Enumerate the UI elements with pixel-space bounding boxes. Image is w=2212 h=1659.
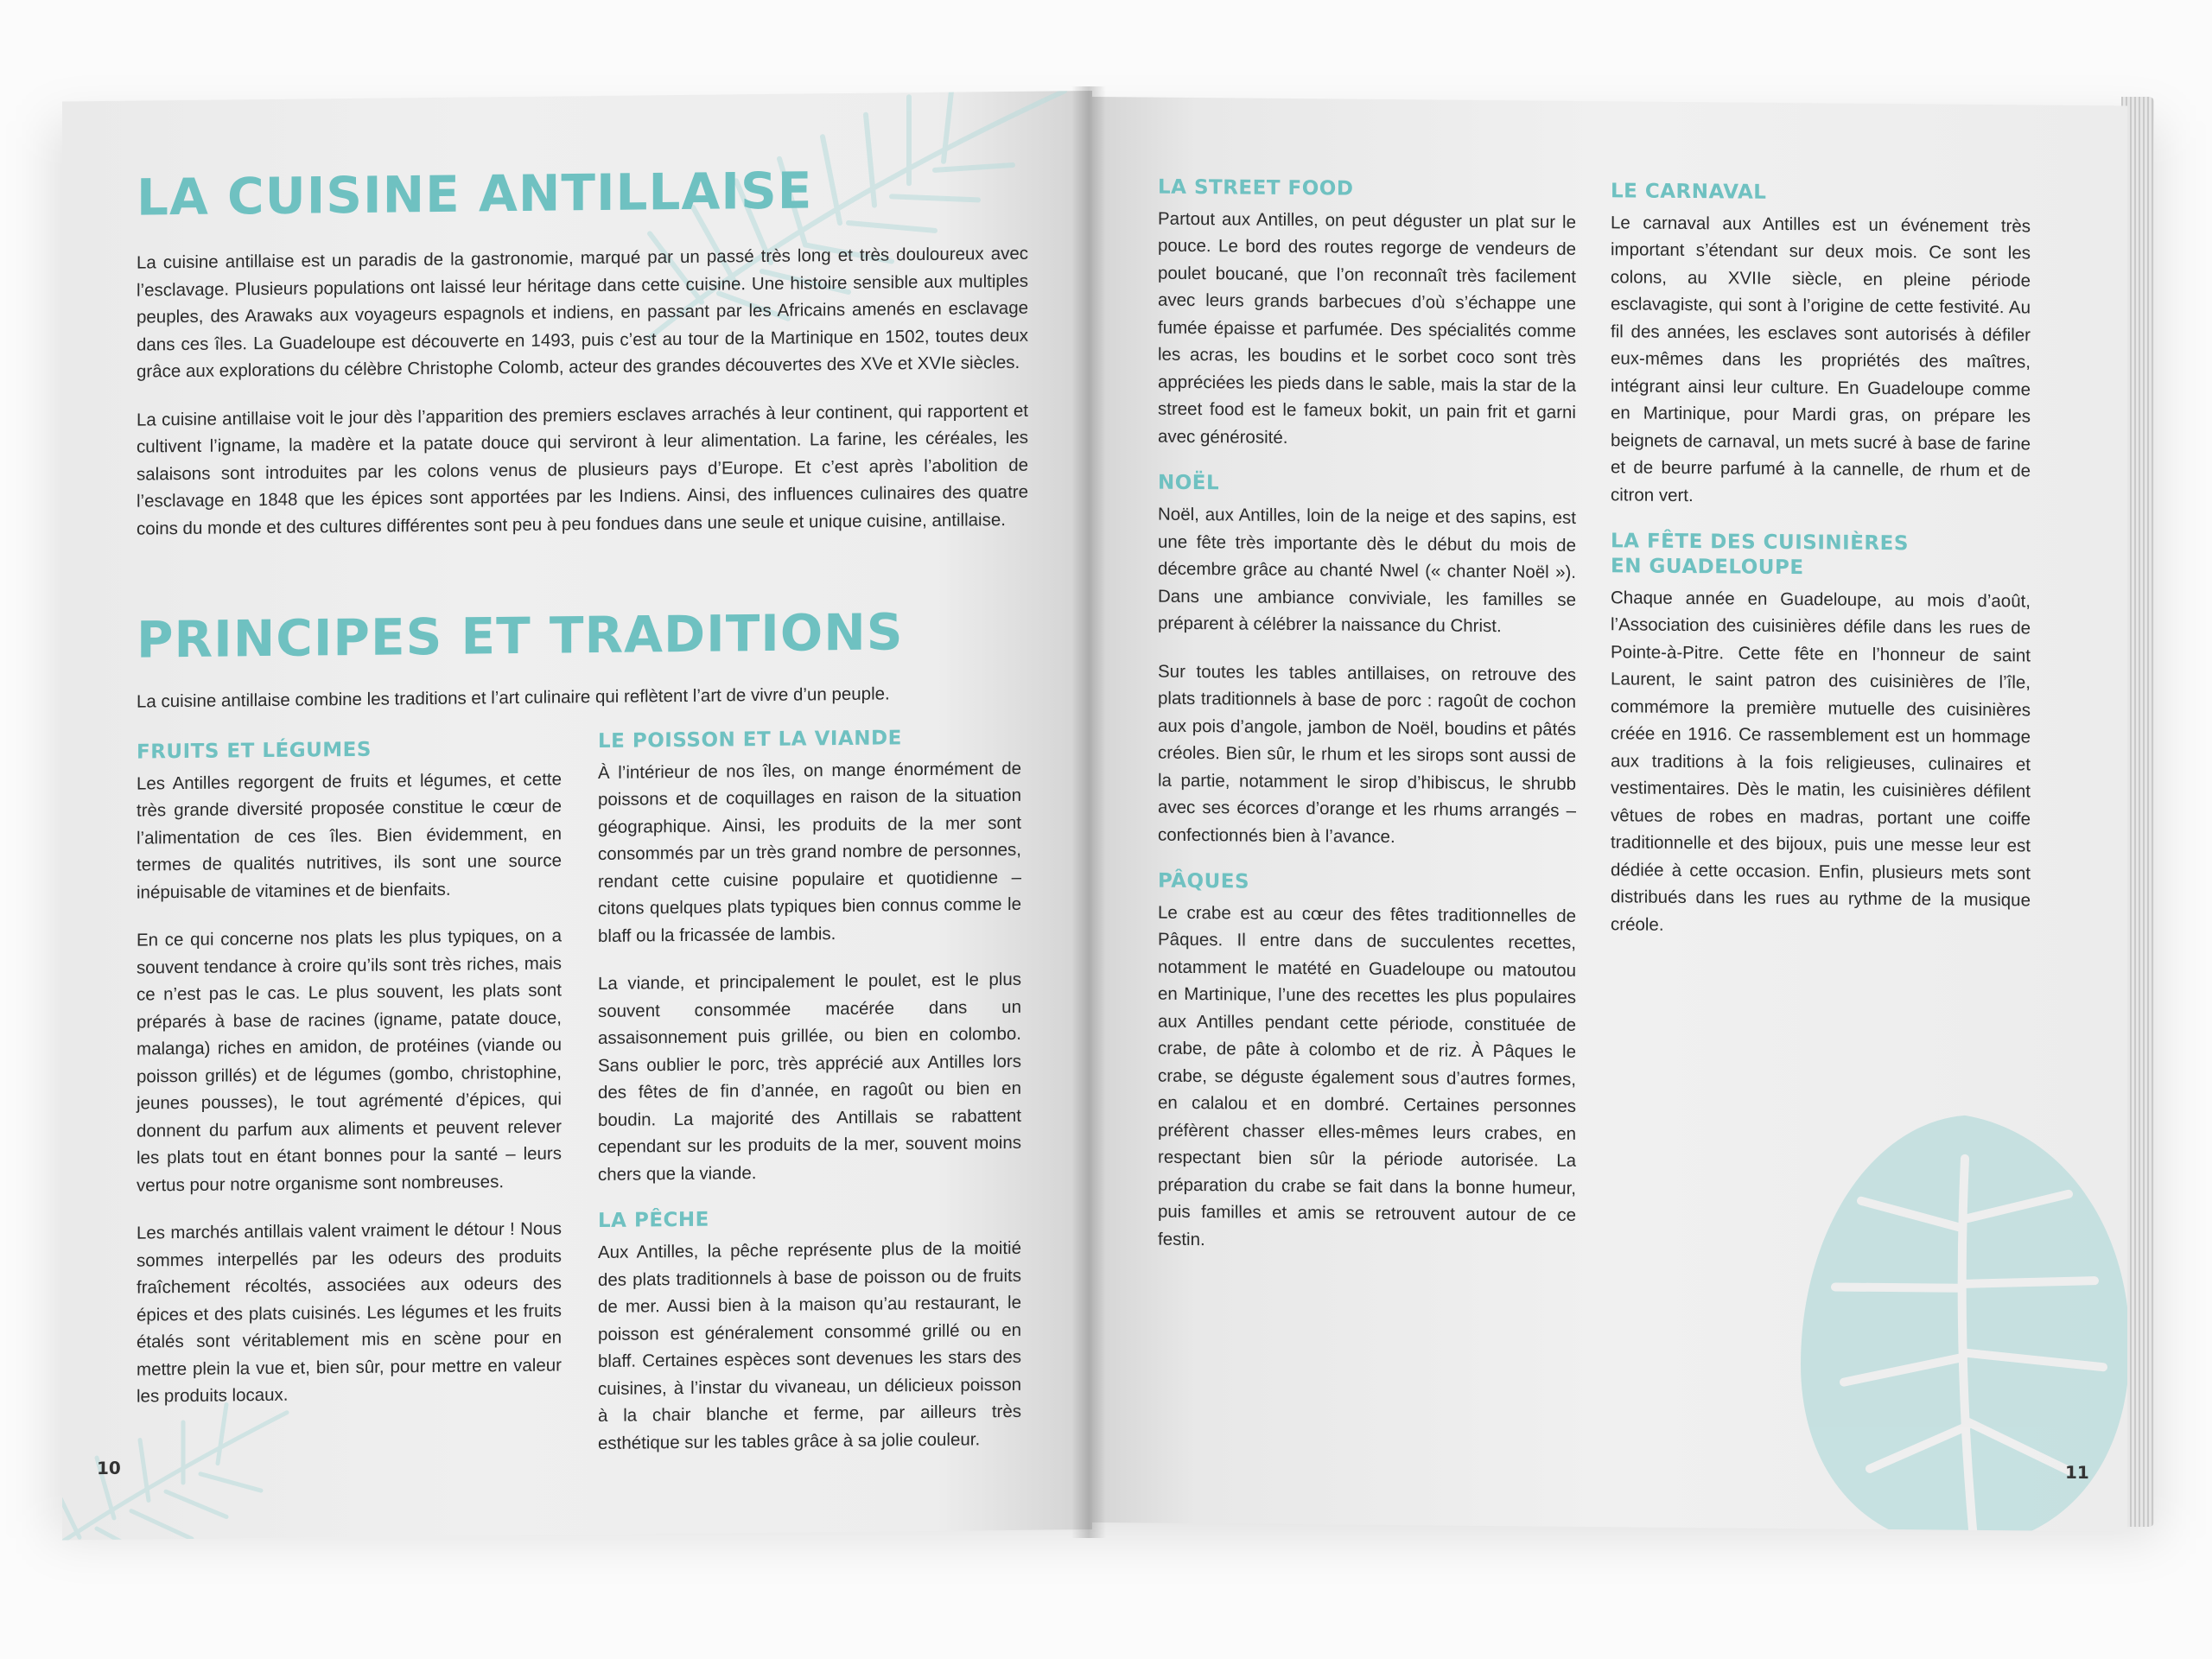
fruits-paragraph: En ce qui concerne nos plats les plus typiques, on a souvent tendance à croire qu’ils sont très riches, mais ce n’est pas le cas. Le plus souvent, les plats sont préparés à base de racines (igname, patate douce, malanga) riches en amidon, de protéines (viande ou poisson grillés) et de légumes (gombo, christophine, jeunes pousses), le tout agrémenté d’épices, qui donnent du parfum aux aliments et peuvent relever les plats tout en étant bonnes pour la santé – leurs vertus pour notre organisme sont nombreuses.	[137, 925, 562, 1196]
heading-line: EN GUADELOUPE	[1611, 555, 1804, 580]
right-page	[1092, 97, 2127, 1531]
peche-paragraph: Aux Antilles, la pêche représente plus de la moitié des plats traditionnels à base de poisson ou de fruits de mer. Aussi bien à la maison qu’au restaurant, le poisson est généralement consommé grillé ou en blaff. Certaines espèces sont devenues les stars des cuisines, à l’instar du vivaneau, un délicieux poisson à la chair blanche et ferme, par ailleurs très esthétique sur les tables grâce à sa jolie couleur.	[598, 1237, 1021, 1453]
page-title: LA CUISINE ANTILLAISE	[137, 161, 813, 227]
heading-line: LA FÊTE DES CUISINIÈRES	[1611, 530, 1909, 556]
heading-street-food: LA STREET FOOD	[1158, 175, 1354, 200]
intro-paragraph: La cuisine antillaise est un paradis de la gastronomie, marqué par un passé très long et très douloureux avec l’esclavage. Plusieurs populations ont laissé leur héritage dans cette cuisine. Une histoire sensible aux multiples peuples, des Arawaks aux voyageurs espagnols et indiens, en passant par les Africains amenés en esclavage dans ces îles. La Guadeloupe est découverte en 1493, puis c’est au tour de la Martinique en 1502, toutes deux grâce aux explorations du célèbre Christophe Colomb, acteur des grandes découvertes des XVe et XVIe siècles.	[137, 243, 1028, 382]
column-street-food	[1158, 175, 1576, 1256]
noel-paragraph: Noël, aux Antilles, loin de la neige et des sapins, est une fête très importante dès le début du mois de décembre grâce au chanté Nwel (« chanter Noël »). Dans une ambiance conviviale, les familles se préparent à célébrer la naissance du Christ.	[1158, 504, 1576, 637]
heading-carnaval: LE CARNAVAL	[1611, 180, 1767, 204]
principes-intro: La cuisine antillaise combine les traditions et l’art culinaire qui reflètent l’art de vivre d’un peuple.	[137, 683, 890, 712]
heading-peche: LA PÊCHE	[598, 1208, 709, 1233]
heading-poisson: LE POISSON ET LA VIANDE	[598, 727, 902, 753]
heading-fete-cuisinieres	[1611, 529, 2031, 582]
column-poisson	[598, 725, 1021, 1457]
fruits-paragraph: Les marchés antillais valent vraiment le détour ! Nous sommes interpellés par les odeurs des produits fraîchement récoltés, associées aux odeurs des épices et des plats cuisinés. Les légumes et les fruits étalés sont véritablement mis en scène pour en mettre plein la vue et, bien sûr, pour mettre en valeur les produits locaux.	[137, 1218, 562, 1407]
heading-fruits: FRUITS ET LÉGUMES	[137, 738, 372, 764]
book-spine	[1071, 86, 1106, 1538]
noel-paragraph: Sur toutes les tables antillaises, on retrouve des plats traditionnels à base de porc : ragoût de cochon aux pois d’angole, jambon de Noël, boudins et pâtés créoles. Bien sûr, le rhum et les sirops sont aussi de la partie, notamment le sirop d’hibiscus, le shrubb avec ses écorces d’orange et les rhums arrangés – confectionnés bien à l’avance.	[1158, 661, 1576, 847]
paques-paragraph: Le crabe est au cœur des fêtes traditionnelles de Pâques. Il entre dans de succulentes recettes, notamment le matété en Guadeloupe ou matoutou en Martinique, l’une des recettes les plus populaires aux Antilles pendant cette période, constituée de crabe, de pâte à colombo et de riz. À Pâques le crabe, se déguste également sous d’autres formes, en calalou et en dombré. Certaines personnes préfèrent chasser elles-mêmes leurs crabes, en respectant bien sûr la période autorisée. La préparation du crabe se fait dans la bonne humeur, puis familles et amis se retrouvent autour de ce festin.	[1158, 902, 1576, 1249]
street-paragraph: Partout aux Antilles, on peut déguster un plat sur le pouce. Le bord des routes regorge de vendeurs de poulet boucané, que l’on reconnaît très facilement avec leurs grands barbecues d’où s’échappe une fumée épaisse et parfumée. Des spécialités comme les acras, les boudins et le sorbet coco sont très appréciées les pieds dans le sable, mais la star de la street food est le fameux bokit, un pain frit et garni avec générosité.	[1158, 208, 1576, 448]
column-fruits	[137, 735, 562, 1410]
poisson-paragraph: La viande, et principalement le poulet, est le plus souvent consommée macérée dans un assaisonnement puis grillée, ou bien en colombo. Sans oublier le porc, très apprécié aux Antilles lors des fêtes de fin d’année, en ragoût ou bien en boudin. La majorité des Antillais se rabattent cependant sur les produits de la mer, souvent moins chers que la viande.	[598, 969, 1021, 1185]
column-carnaval	[1611, 179, 2031, 941]
fruits-paragraph: Les Antilles regorgent de fruits et légumes, et cette très grande diversité proposée constitue le cœur de l’alimentation de ces îles. Bien évidemment, en termes de qualités nutritives, ils sont une source inépuisable de vitamines et de bienfaits.	[137, 769, 562, 903]
fete-paragraph: Chaque année en Guadeloupe, au mois d’août, l’Association des cuisinières défile dans les rues de Pointe-à-Pitre. Cette fête en l’honneur de saint Laurent, le saint patron des cuisinières de l’île, commémore la première mutuelle des cuisinières créée en 1916. Ce rassemblement est un hommage aux traditions à la fois religieuses, culinaires et vestimentaires. Dès le matin, les cuisinières défilent vêtues de robes en madras, portant une coiffe traditionnelle et des bijoux, puis une messe leur est dédiée à cette occasion. Enfin, plusieurs mets sont distribués dans les rues au rythme de la musique créole.	[1611, 587, 2031, 935]
poisson-paragraph: À l’intérieur de nos îles, on mange énormément de poissons et de coquillages en raison de la situation géographique. Ainsi, les produits de la mer sont consommés par un très grand nombre de personnes, rendant cette cuisine populaire et quotidienne – citons quelques plats typiques bien connus comme le blaff ou la fricassée de lambis.	[598, 758, 1021, 946]
carnaval-paragraph: Le carnaval aux Antilles est un événement très important s’étendant sur deux mois. Ce sont les colons, au XVIIe siècle, en pleine période esclavagiste, qui sont à l’origine de cette festivité. Au fil des années, les esclaves sont autorisés à défiler eux-mêmes dans les propriétés des maîtres, intégrant ainsi leur culture. En Guadeloupe comme en Martinique, pour Mardi gras, on prépare les beignets de carnaval, un mets sucré à base de farine et de beurre parfumé à la cannelle, de rhum et de citron vert.	[1611, 212, 2031, 505]
intro-block	[137, 240, 1028, 543]
heading-paques: PÂQUES	[1158, 869, 1250, 893]
heading-noel: NOËL	[1158, 471, 1220, 495]
page-number: 11	[2065, 1461, 2089, 1484]
intro-paragraph: La cuisine antillaise voit le jour dès l’apparition des premiers esclaves arrachés à leur continent, qui rapportent et cultivent l’igname, la madère et la patate douce qui serviront à leur alimentation. La farine, les céréales, les salaisons sont introduites par les colons venus de plusieurs pays d’Europe. Et c’est après l’abolition de l’esclavage en 1848 que les épices sont apportées par les Indiens. Ainsi, des influences culinaires des quatre coins du monde et des cultures différentes sont peu à peu fondues dans une seule et unique cuisine, antillaise.	[137, 400, 1028, 539]
section-title: PRINCIPES ET TRADITIONS	[137, 602, 904, 670]
page-number: 10	[97, 1457, 121, 1479]
left-page	[62, 91, 1092, 1540]
